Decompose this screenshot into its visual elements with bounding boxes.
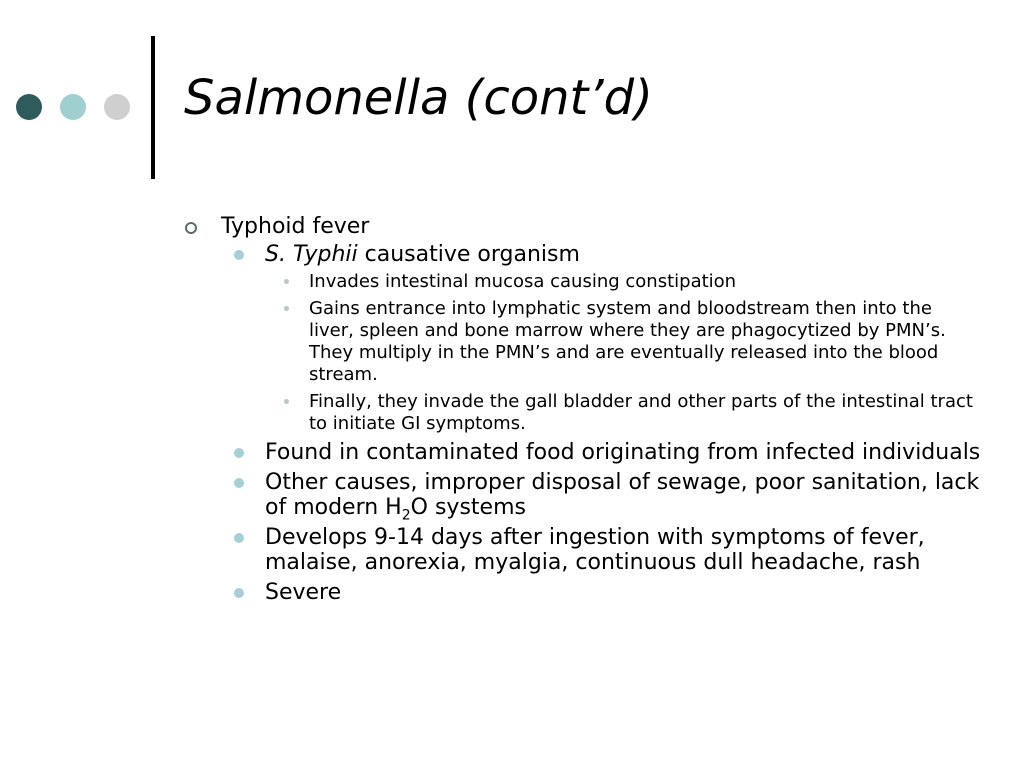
hollow-circle-bullet-icon <box>185 222 197 234</box>
filled-circle-bullet-icon <box>234 533 244 543</box>
bullet-text: causative organism <box>357 242 580 267</box>
bullet-item-causative-organism <box>265 242 981 435</box>
bullet-item-symptoms <box>265 525 981 575</box>
bullet-text: Severe <box>265 580 342 605</box>
filled-circle-bullet-icon <box>234 478 244 488</box>
bullet-item-contaminated-food <box>265 440 981 465</box>
subscript-text: 2 <box>401 507 411 524</box>
bullet-list-level3 <box>309 271 981 435</box>
bullet-text: Other causes, improper disposal of sewage, poor sanitation, lack of modern H <box>265 470 980 520</box>
bullet-text: Invades intestinal mucosa causing constipation <box>309 271 737 292</box>
bullet-text: Finally, they invade the gall bladder and other parts of the intestinal tract to initiate GI symptoms. <box>309 391 973 434</box>
filled-circle-bullet-icon <box>234 250 244 260</box>
organism-name: S. Typhii <box>265 242 358 267</box>
bullet-item-other-causes <box>265 470 981 524</box>
bullet-list-level2 <box>265 242 981 605</box>
bullet-item-invades-mucosa <box>309 271 981 293</box>
small-dot-bullet-icon <box>284 279 289 284</box>
bullet-text: Typhoid fever <box>221 214 370 239</box>
bullet-list-level1 <box>221 212 981 610</box>
bullet-text: Develops 9-14 days after ingestion with symptoms of fever, malaise, anorexia, myalgia, continuous dull headache, rash <box>265 525 925 575</box>
slide-title: Salmonella (cont’d) <box>184 70 653 126</box>
bullet-text: O systems <box>410 495 526 520</box>
bullet-text: Found in contaminated food originating from infected individuals <box>265 440 981 465</box>
filled-circle-bullet-icon <box>234 448 244 458</box>
small-dot-bullet-icon <box>284 399 289 404</box>
small-dot-bullet-icon <box>284 306 289 311</box>
bullet-item-lymphatic-system <box>309 298 981 386</box>
bullet-item-gall-bladder <box>309 391 981 435</box>
filled-circle-bullet-icon <box>234 588 244 598</box>
bullet-item-typhoid-fever <box>221 212 981 605</box>
bullet-text: Gains entrance into lymphatic system and bloodstream then into the liver, spleen and bone marrow where they are phagocytized by PMN’s. They multiply in the PMN’s and are eventually released into the blood stream. <box>309 298 946 385</box>
bullet-item-severe <box>265 580 981 605</box>
